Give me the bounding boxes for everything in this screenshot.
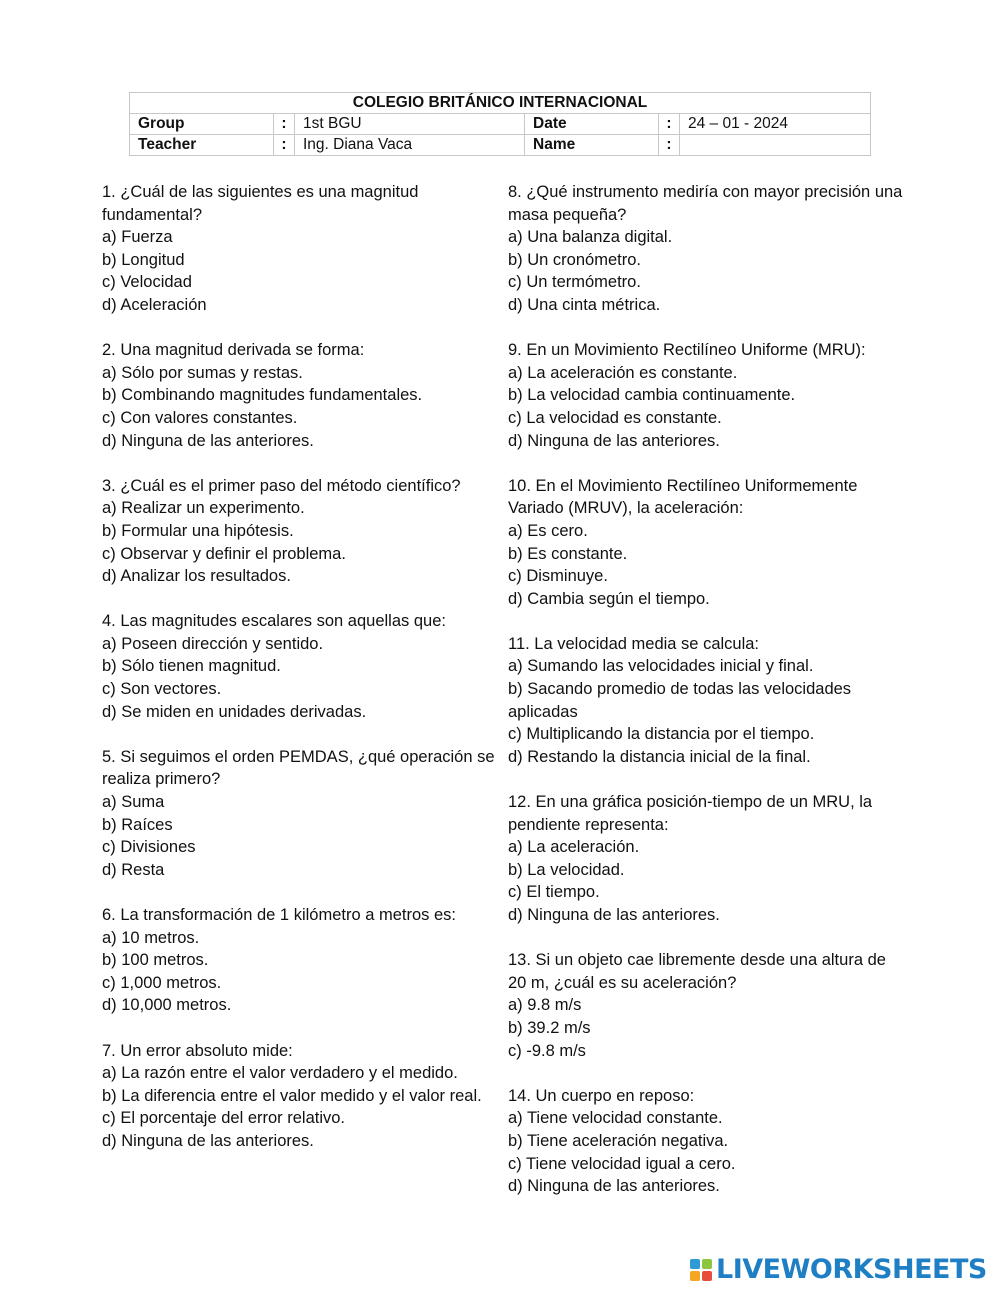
- question-4: [102, 610, 494, 723]
- answer-option[interactable]: c) Son vectores.: [102, 680, 222, 699]
- answer-option[interactable]: b) La velocidad cambia continuamente.: [508, 386, 796, 405]
- answer-option[interactable]: c) La velocidad es constante.: [508, 408, 722, 427]
- answer-option[interactable]: a) Sumando las velocidades inicial y final.: [508, 657, 814, 676]
- answer-option[interactable]: c) -9.8 m/s: [508, 1041, 586, 1060]
- liveworksheets-icon: [690, 1259, 712, 1281]
- questions-left-column: [102, 181, 494, 1175]
- question-text: 9. En un Movimiento Rectilíneo Uniforme (MRU):: [508, 341, 866, 360]
- answer-option[interactable]: a) 10 metros.: [102, 928, 200, 947]
- question-8: [508, 181, 908, 317]
- answer-option[interactable]: a) La aceleración es constante.: [508, 363, 738, 382]
- question-text: 7. Un error absoluto mide:: [102, 1041, 293, 1060]
- question-5: [102, 746, 494, 882]
- answer-option[interactable]: a) Suma: [102, 793, 165, 812]
- answer-option[interactable]: c) Con valores constantes.: [102, 408, 298, 427]
- answer-option[interactable]: c) Observar y definir el problema.: [102, 544, 346, 563]
- logo-tile-3: [690, 1271, 700, 1281]
- answer-option[interactable]: aplicadas: [508, 702, 578, 721]
- question-text: 20 m, ¿cuál es su aceleración?: [508, 973, 737, 992]
- liveworksheets-wordmark: LIVEWORKSHEETS: [716, 1254, 987, 1285]
- question-9: [508, 339, 908, 452]
- answer-option[interactable]: d) Ninguna de las anteriores.: [508, 1177, 720, 1196]
- answer-option[interactable]: b) Combinando magnitudes fundamentales.: [102, 386, 423, 405]
- answer-option[interactable]: a) Sólo por sumas y restas.: [102, 363, 303, 382]
- answer-option[interactable]: d) Ninguna de las anteriores.: [102, 431, 314, 450]
- question-text: 1. ¿Cuál de las siguientes es una magnitud: [102, 183, 419, 201]
- answer-option[interactable]: c) Un termómetro.: [508, 273, 641, 292]
- answer-option[interactable]: b) Es constante.: [508, 544, 628, 563]
- header-table: [129, 92, 871, 156]
- date-value: 24 – 01 - 2024: [680, 114, 871, 135]
- question-text: 6. La transformación de 1 kilómetro a metros es:: [102, 906, 456, 924]
- answer-option[interactable]: d) Ninguna de las anteriores.: [102, 1131, 314, 1150]
- question-7: [102, 1040, 494, 1153]
- group-value: 1st BGU: [295, 114, 525, 135]
- question-6: [102, 904, 494, 1017]
- question-text: 8. ¿Qué instrumento mediría con mayor precisión una: [508, 183, 903, 201]
- name-label: Name: [525, 135, 659, 156]
- question-text: 11. La velocidad media se calcula:: [508, 634, 760, 653]
- logo-tile-2: [702, 1259, 712, 1269]
- answer-option[interactable]: b) Tiene aceleración negativa.: [508, 1131, 729, 1150]
- answer-option[interactable]: a) Poseen dirección y sentido.: [102, 634, 324, 653]
- answer-option[interactable]: d) 10,000 metros.: [102, 996, 232, 1015]
- question-text: 10. En el Movimiento Rectilíneo Uniformemente: [508, 476, 858, 495]
- question-2: [102, 339, 494, 452]
- question-text: 13. Si un objeto cae libremente desde una altura de: [508, 951, 886, 970]
- answer-option[interactable]: c) 1,000 metros.: [102, 973, 222, 992]
- answer-option[interactable]: c) Tiene velocidad igual a cero.: [508, 1154, 736, 1173]
- answer-option[interactable]: b) La velocidad.: [508, 860, 625, 879]
- question-text: 4. Las magnitudes escalares son aquellas que:: [102, 612, 446, 631]
- question-text: Variado (MRUV), la aceleración:: [508, 499, 744, 518]
- answer-option[interactable]: c) El tiempo.: [508, 883, 600, 902]
- question-3: [102, 475, 494, 588]
- question-text: masa pequeña?: [508, 205, 627, 224]
- answer-option[interactable]: a) 9.8 m/s: [508, 996, 582, 1015]
- answer-option[interactable]: b) Raíces: [102, 815, 173, 834]
- question-13: [508, 949, 908, 1062]
- question-text: 5. Si seguimos el orden PEMDAS, ¿qué operación se: [102, 747, 495, 766]
- question-text: fundamental?: [102, 205, 202, 224]
- answer-option[interactable]: a) Tiene velocidad constante.: [508, 1109, 723, 1128]
- teacher-colon: :: [274, 135, 295, 156]
- answer-option[interactable]: b) Longitud: [102, 250, 185, 269]
- school-name: COLEGIO BRITÁNICO INTERNACIONAL: [130, 93, 871, 114]
- question-12: [508, 791, 908, 927]
- answer-option[interactable]: b) La diferencia entre el valor medido y el valor real.: [102, 1086, 482, 1105]
- question-10: [508, 475, 908, 611]
- answer-option[interactable]: b) Sacando promedio de todas las velocidades: [508, 680, 852, 699]
- answer-option[interactable]: a) Realizar un experimento.: [102, 499, 305, 518]
- answer-option[interactable]: d) Aceleración: [102, 295, 207, 314]
- date-colon: :: [659, 114, 680, 135]
- teacher-value: Ing. Diana Vaca: [295, 135, 525, 156]
- answer-option[interactable]: d) Ninguna de las anteriores.: [508, 906, 720, 924]
- answer-option[interactable]: a) Fuerza: [102, 228, 173, 247]
- answer-option[interactable]: c) Disminuye.: [508, 567, 608, 586]
- name-colon: :: [659, 135, 680, 156]
- date-label: Date: [525, 114, 659, 135]
- answer-option[interactable]: d) Analizar los resultados.: [102, 567, 291, 586]
- answer-option[interactable]: d) Se miden en unidades derivadas.: [102, 702, 367, 721]
- answer-option[interactable]: c) Velocidad: [102, 273, 192, 292]
- answer-option[interactable]: b) Sólo tienen magnitud.: [102, 657, 281, 676]
- answer-option[interactable]: a) Una balanza digital.: [508, 228, 673, 247]
- question-text: 14. Un cuerpo en reposo:: [508, 1086, 695, 1105]
- answer-option[interactable]: a) La aceleración.: [508, 838, 640, 857]
- answer-option[interactable]: c) Divisiones: [102, 838, 196, 857]
- answer-option[interactable]: a) Es cero.: [508, 521, 588, 540]
- answer-option[interactable]: b) Un cronómetro.: [508, 250, 641, 269]
- name-field[interactable]: [680, 135, 871, 156]
- question-text: 3. ¿Cuál es el primer paso del método científico?: [102, 476, 461, 495]
- answer-option[interactable]: d) Restando la distancia inicial de la final.: [508, 747, 811, 766]
- answer-option[interactable]: b) 100 metros.: [102, 951, 209, 970]
- question-14: [508, 1085, 908, 1198]
- logo-tile-1: [690, 1259, 700, 1269]
- question-11: [508, 633, 908, 769]
- answer-option[interactable]: a) La razón entre el valor verdadero y el medido.: [102, 1064, 458, 1083]
- answer-option[interactable]: b) Formular una hipótesis.: [102, 521, 294, 540]
- logo-tile-4: [702, 1271, 712, 1281]
- question-1: [102, 181, 494, 317]
- answer-option[interactable]: d) Una cinta métrica.: [508, 295, 661, 314]
- answer-option[interactable]: c) El porcentaje del error relativo.: [102, 1109, 346, 1128]
- question-text: 2. Una magnitud derivada se forma:: [102, 341, 365, 360]
- questions-right-column: [508, 181, 908, 1220]
- question-text: realiza primero?: [102, 770, 221, 789]
- liveworksheets-logo: [690, 1254, 987, 1285]
- answer-option[interactable]: d) Cambia según el tiempo.: [508, 589, 710, 608]
- answer-option[interactable]: c) Multiplicando la distancia por el tiempo.: [508, 725, 815, 744]
- answer-option[interactable]: d) Resta: [102, 860, 165, 879]
- teacher-label: Teacher: [130, 135, 274, 156]
- answer-option[interactable]: b) 39.2 m/s: [508, 1018, 591, 1037]
- question-text: pendiente representa:: [508, 815, 669, 834]
- question-text: 12. En una gráfica posición-tiempo de un MRU, la: [508, 793, 873, 812]
- answer-option[interactable]: d) Ninguna de las anteriores.: [508, 431, 720, 450]
- group-label: Group: [130, 114, 274, 135]
- group-colon: :: [274, 114, 295, 135]
